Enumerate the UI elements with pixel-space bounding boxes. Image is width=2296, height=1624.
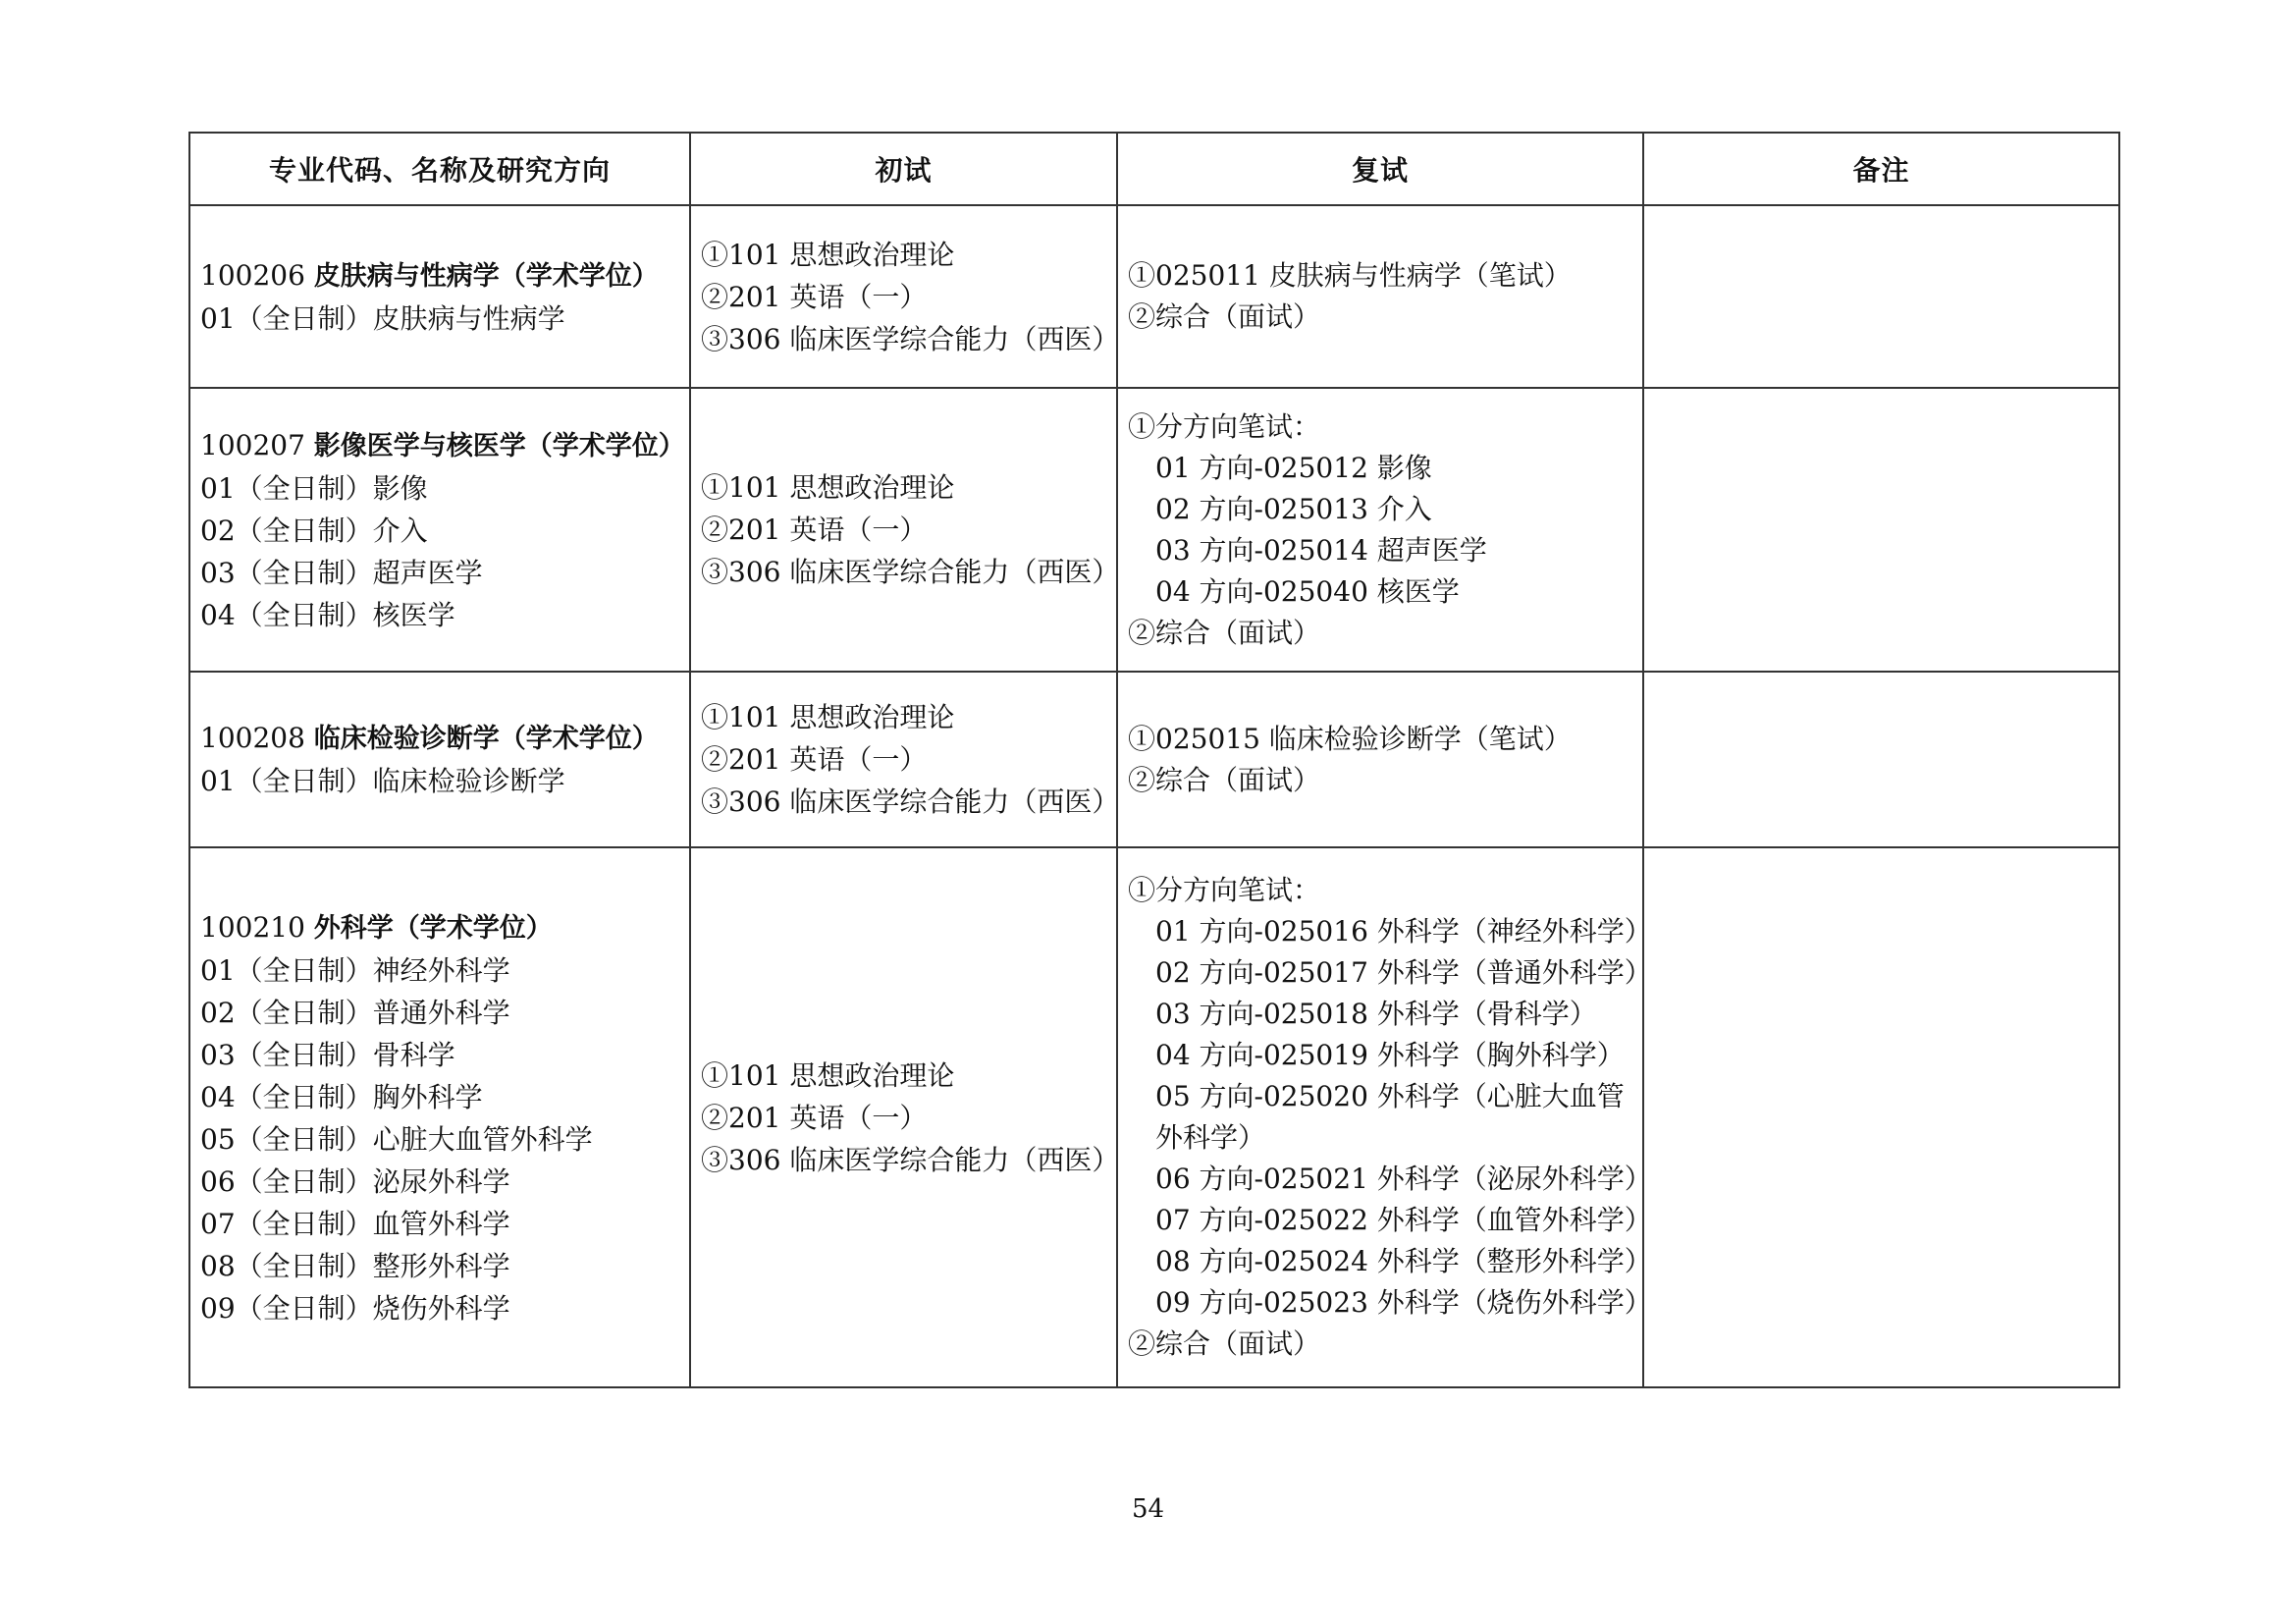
major-heading: 100207 影像医学与核医学（学术学位）	[200, 428, 685, 461]
chushi-item: ①101 思想政治理论	[701, 238, 955, 271]
fushi-item: 06 方向-025021 外科学（泌尿外科学）	[1155, 1163, 1652, 1195]
fushi-cell	[1117, 847, 1652, 1387]
chushi-item: ①101 思想政治理论	[701, 1058, 955, 1092]
fushi-cell	[1117, 388, 1643, 672]
chushi-item: ②201 英语（一）	[701, 280, 928, 313]
direction-item: 01（全日制）皮肤病与性病学	[200, 301, 565, 335]
chushi-item: ③306 临床医学综合能力（西医）	[701, 1143, 1120, 1176]
chushi-item: ③306 临床医学综合能力（西医）	[701, 556, 1120, 588]
fushi-item: 07 方向-025022 外科学（血管外科学）	[1155, 1204, 1652, 1236]
major-cell	[189, 847, 690, 1387]
direction-item: 08（全日制）整形外科学	[200, 1249, 510, 1282]
fushi-item: 09 方向-025023 外科学（烧伤外科学）	[1155, 1286, 1652, 1319]
fushi-item: 08 方向-025024 外科学（整形外科学）	[1155, 1245, 1652, 1277]
fushi-item: 02 方向-025013 介入	[1155, 492, 1432, 525]
major-heading: 100206 皮肤病与性病学（学术学位）	[200, 258, 659, 292]
direction-item: 01（全日制）神经外科学	[200, 953, 510, 987]
major-heading: 100210 外科学（学术学位）	[200, 910, 553, 944]
header-major: 专业代码、名称及研究方向	[189, 133, 690, 205]
header-row	[189, 133, 2119, 205]
header-fushi: 复试	[1117, 133, 1643, 205]
direction-item: 06（全日制）泌尿外科学	[200, 1164, 510, 1198]
direction-item: 03（全日制）超声医学	[200, 556, 483, 589]
fushi-item: 03 方向-025014 超声医学	[1155, 533, 1487, 567]
note-cell	[1643, 672, 2119, 847]
chushi-item: ③306 临床医学综合能力（西医）	[701, 785, 1120, 818]
fushi-head: ①025011 皮肤病与性病学（笔试）	[1128, 259, 1572, 292]
fushi-cell	[1117, 205, 1643, 388]
fushi-tail: ②综合（面试）	[1128, 300, 1321, 333]
fushi-item: 01 方向-025012 影像	[1155, 451, 1432, 484]
header-chushi: 初试	[690, 133, 1117, 205]
fushi-item: 04 方向-025040 核医学	[1155, 574, 1460, 608]
fushi-item: 03 方向-025018 外科学（骨科学）	[1155, 998, 1597, 1030]
major-cell	[189, 388, 690, 672]
fushi-item: 02 方向-025017 外科学（普通外科学）	[1155, 956, 1652, 989]
chushi-item: ②201 英语（一）	[701, 743, 928, 776]
fushi-head: ①025015 临床检验诊断学（笔试）	[1128, 722, 1572, 755]
note-cell	[1643, 388, 2119, 672]
chushi-item: ①101 思想政治理论	[701, 471, 955, 504]
table-row	[189, 847, 2119, 1387]
note-cell	[1643, 847, 2119, 1387]
direction-item: 05（全日制）心脏大血管外科学	[200, 1122, 593, 1156]
note-cell	[1643, 205, 2119, 388]
fushi-item: 01 方向-025016 外科学（神经外科学）	[1155, 915, 1652, 947]
chushi-cell	[690, 672, 1120, 847]
direction-item: 02（全日制）介入	[200, 514, 428, 547]
fushi-tail: ②综合（面试）	[1128, 763, 1321, 796]
fushi-item: 04 方向-025019 外科学（胸外科学）	[1155, 1039, 1625, 1071]
major-heading: 100208 临床检验诊断学（学术学位）	[200, 722, 659, 754]
direction-item: 04（全日制）胸外科学	[200, 1080, 483, 1113]
fushi-tail: ②综合（面试）	[1128, 1327, 1321, 1360]
chushi-cell	[690, 388, 1120, 672]
chushi-cell	[690, 847, 1120, 1387]
chushi-item: ②201 英语（一）	[701, 514, 928, 546]
chushi-item: ①101 思想政治理论	[701, 701, 955, 733]
direction-item: 04（全日制）核医学	[200, 598, 455, 631]
major-cell	[189, 672, 690, 847]
table-row	[189, 205, 2119, 388]
direction-item: 03（全日制）骨科学	[200, 1038, 455, 1071]
direction-item: 07（全日制）血管外科学	[200, 1207, 510, 1240]
table-row	[189, 672, 2119, 847]
direction-item: 09（全日制）烧伤外科学	[200, 1291, 510, 1325]
chushi-item: ②201 英语（一）	[701, 1101, 928, 1134]
fushi-head: ①分方向笔试：	[1128, 874, 1321, 906]
page-number: 54	[1131, 1494, 1165, 1524]
fushi-head: ①分方向笔试：	[1128, 409, 1321, 443]
table-row	[189, 388, 2119, 672]
direction-item: 02（全日制）普通外科学	[200, 996, 510, 1029]
header-beizhu: 备注	[1643, 133, 2119, 205]
direction-item: 01（全日制）影像	[200, 471, 428, 505]
chushi-item: ③306 临床医学综合能力（西医）	[701, 322, 1120, 355]
fushi-item: 05 方向-025020 外科学（心脏大血管外科学）	[1155, 1080, 1625, 1154]
fushi-cell	[1117, 672, 1643, 847]
direction-item: 01（全日制）临床检验诊断学	[200, 765, 565, 797]
fushi-tail: ②综合（面试）	[1128, 616, 1321, 649]
major-cell	[189, 205, 690, 388]
admission-table	[188, 132, 2120, 1388]
chushi-cell	[690, 205, 1120, 388]
